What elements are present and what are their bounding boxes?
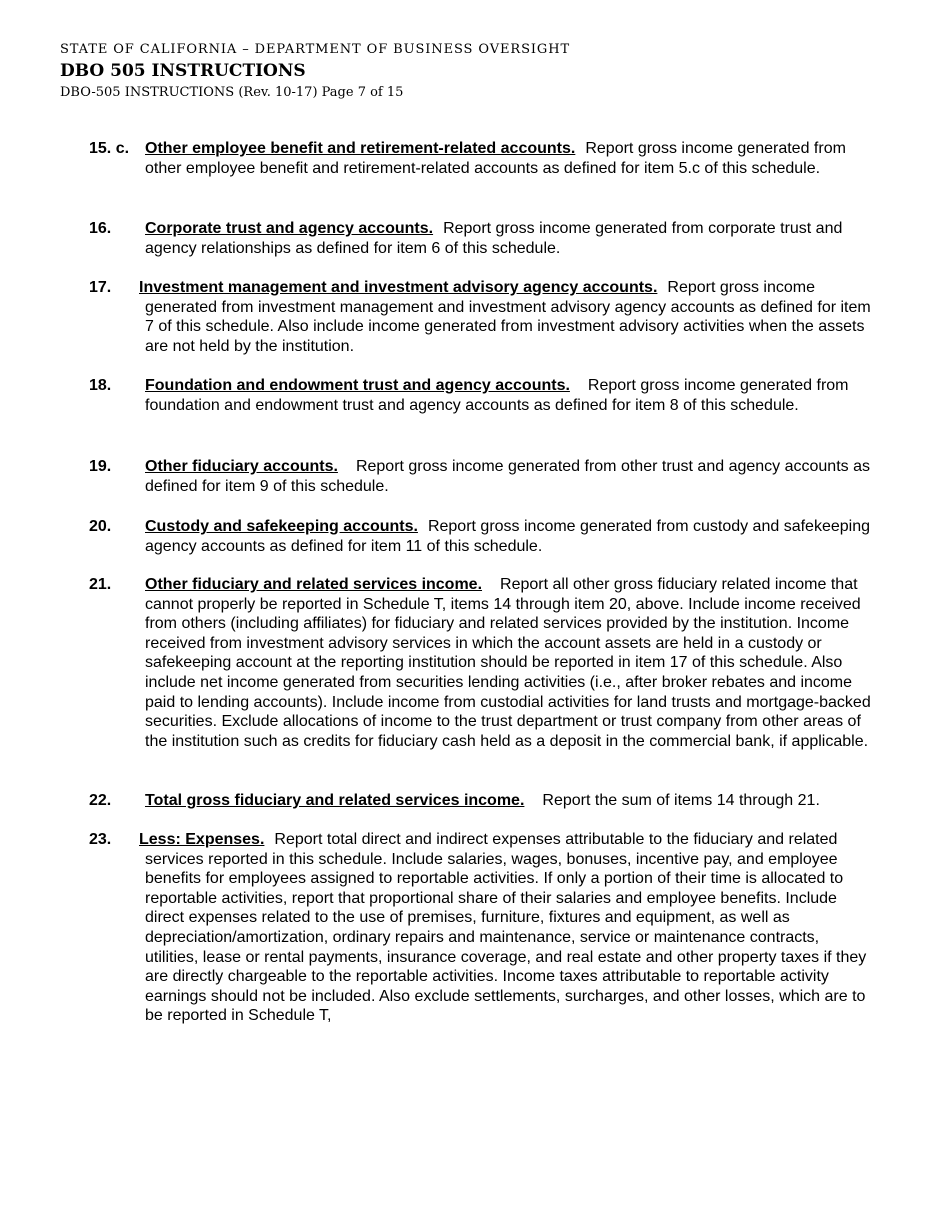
instruction-item xyxy=(0,457,950,496)
item-number: 22. xyxy=(89,792,112,809)
item-body: Report gross income generated from foundation and endowment trust and agency accounts as defined for item 8 of this schedule. xyxy=(145,377,849,414)
item-number: 17. xyxy=(89,279,112,296)
item-number: 18. xyxy=(89,377,112,394)
item-body: Report gross income generated from other trust and agency accounts as defined for item 9 of this schedule. xyxy=(145,458,870,495)
instruction-item xyxy=(0,219,950,258)
item-heading: Foundation and endowment trust and agency accounts. xyxy=(145,377,570,394)
item-number: 15. c. xyxy=(89,140,130,157)
instruction-item xyxy=(0,139,950,178)
item-number: 19. xyxy=(89,458,112,475)
instruction-item xyxy=(0,575,950,751)
agency-header: STATE OF CALIFORNIA – DEPARTMENT OF BUSINESS OVERSIGHT xyxy=(60,42,571,57)
document-title: DBO 505 INSTRUCTIONS xyxy=(60,61,306,81)
instruction-item xyxy=(0,376,950,415)
item-heading: Corporate trust and agency accounts. xyxy=(145,220,434,237)
instruction-item xyxy=(0,517,950,556)
item-heading: Custody and safekeeping accounts. xyxy=(145,518,418,535)
item-body: Report all other gross fiduciary related income that cannot properly be reported in Schedule T, items 14 through item 20, above. Include income received from others (including affiliates) for fiduciary and related services provided by the institution. Income received from investment advisory services in which the account assets are held in a custody or safekeeping account at the reporting institution should be reported in item 17 of this schedule. Also include net income generated from securities lending activities (i.e., after broker rebates and income paid to lending accounts). Include income from custodial activities for land trusts and mortgage-backed securities. Exclude allocations of income to the trust department or trust company from other areas of the institution such as credits for fiduciary cash held as a deposit in the commercial bank, if applicable. xyxy=(145,576,871,750)
item-body: Report gross income generated from custody and safekeeping agency accounts as defined for item 11 of this schedule. xyxy=(145,518,870,555)
instruction-item xyxy=(0,830,950,1026)
item-body: Report gross income generated from corporate trust and agency relationships as defined for item 6 of this schedule. xyxy=(145,220,843,257)
item-number: 16. xyxy=(89,220,112,237)
item-body: Report total direct and indirect expenses attributable to the fiduciary and related services reported in this schedule. Include salaries, wages, bonuses, incentive pay, and employee benefits for employees assigned to reportable activities. If only a portion of their time is allocated to reportable activities, report that proportional share of their salaries and employee benefits. Include direct expenses related to the use of premises, furniture, fixtures and equipment, as well as depreciation/amortization, ordinary repairs and maintenance, service or maintenance contracts, utilities, lease or rental payments, insurance coverage, and real estate and other property taxes if they are directly chargeable to the reportable activities. Income taxes attributable to reportable activity earnings should not be included. Also exclude settlements, surcharges, and other losses, which are to be reported in Schedule T, xyxy=(145,831,867,1025)
item-heading: Less: Expenses. xyxy=(139,831,265,848)
item-heading: Other fiduciary and related services income. xyxy=(145,576,483,593)
item-body: Report gross income generated from investment management and investment advisory agency accounts as defined for item 7 of this schedule. Also include income generated from investment advisory activities when the assets are not held by the institution. xyxy=(145,279,871,355)
item-heading: Other employee benefit and retirement-related accounts. xyxy=(145,140,576,157)
item-heading: Total gross fiduciary and related services income. xyxy=(145,792,525,809)
item-body: Report gross income generated from other employee benefit and retirement-related accounts as defined for item 5.c of this schedule. xyxy=(145,140,846,177)
revision-page-line: DBO-505 INSTRUCTIONS (Rev. 10-17) Page 7 of 15 xyxy=(60,85,404,100)
item-number: 21. xyxy=(89,576,112,593)
instruction-item xyxy=(0,791,950,811)
item-number: 20. xyxy=(89,518,112,535)
item-number: 23. xyxy=(89,831,112,848)
instruction-item xyxy=(0,278,950,356)
item-heading: Other fiduciary accounts. xyxy=(145,458,338,475)
item-heading: Investment management and investment advisory agency accounts. xyxy=(139,279,658,296)
item-body: Report the sum of items 14 through 21. xyxy=(542,792,820,809)
